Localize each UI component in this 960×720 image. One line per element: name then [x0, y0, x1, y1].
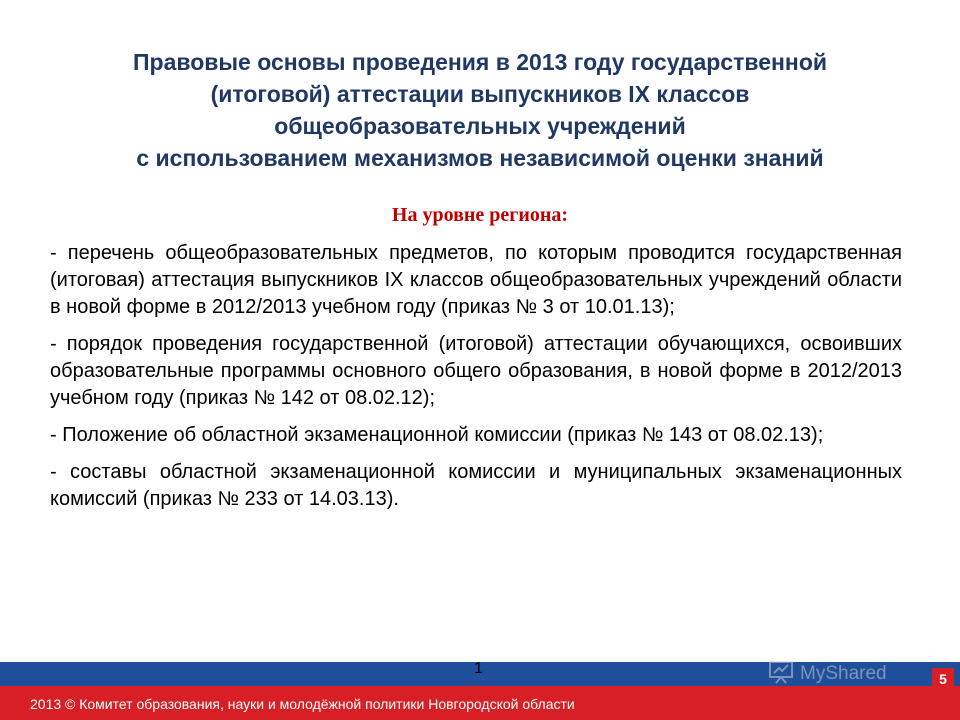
slide-number: 5 — [932, 668, 954, 690]
page-marker: 1 — [474, 660, 483, 677]
slide-title — [40, 46, 920, 174]
slide-content — [50, 240, 902, 523]
list-item: - перечень общеобразовательных предметов, по которым проводится государственная (итоговая) аттестация выпускников IX классов общеобразовательных учреждений области в новой форме в 2012/2013 учебном году (приказ № 3 от 10.01.13); — [50, 242, 902, 318]
watermark-text: MyShared — [800, 663, 887, 684]
section-heading: На уровне региона: — [391, 204, 569, 226]
watermark — [768, 660, 918, 688]
slide-title-line: общеобразовательных учреждений — [274, 113, 686, 139]
slide-title-line: с использованием механизмов независимой оценки знаний — [136, 145, 824, 171]
list-item: - составы областной экзаменационной комиссии и муниципальных экзаменационных комиссий (приказ № 233 от 14.03.13). — [50, 461, 902, 510]
slide-title-line: Правовые основы проведения в 2013 году государственной — [132, 49, 828, 75]
list-item: - Положение об областной экзаменационной комиссии (приказ № 143 от 08.02.13); — [50, 424, 824, 446]
slide-title-line: (итоговой) аттестации выпускников IX классов — [210, 81, 750, 107]
list-item: - порядок проведения государственной (итоговой) аттестации обучающихся, освоивших образовательные программы основного общего образования, в новой форме в 2012/2013 учебном году (приказ № 142 от 08.02.12); — [50, 333, 902, 409]
presentation-icon — [768, 660, 794, 689]
footer-copyright: 2013 © Комитет образования, науки и молодёжной политики Новгородской области — [30, 696, 575, 712]
